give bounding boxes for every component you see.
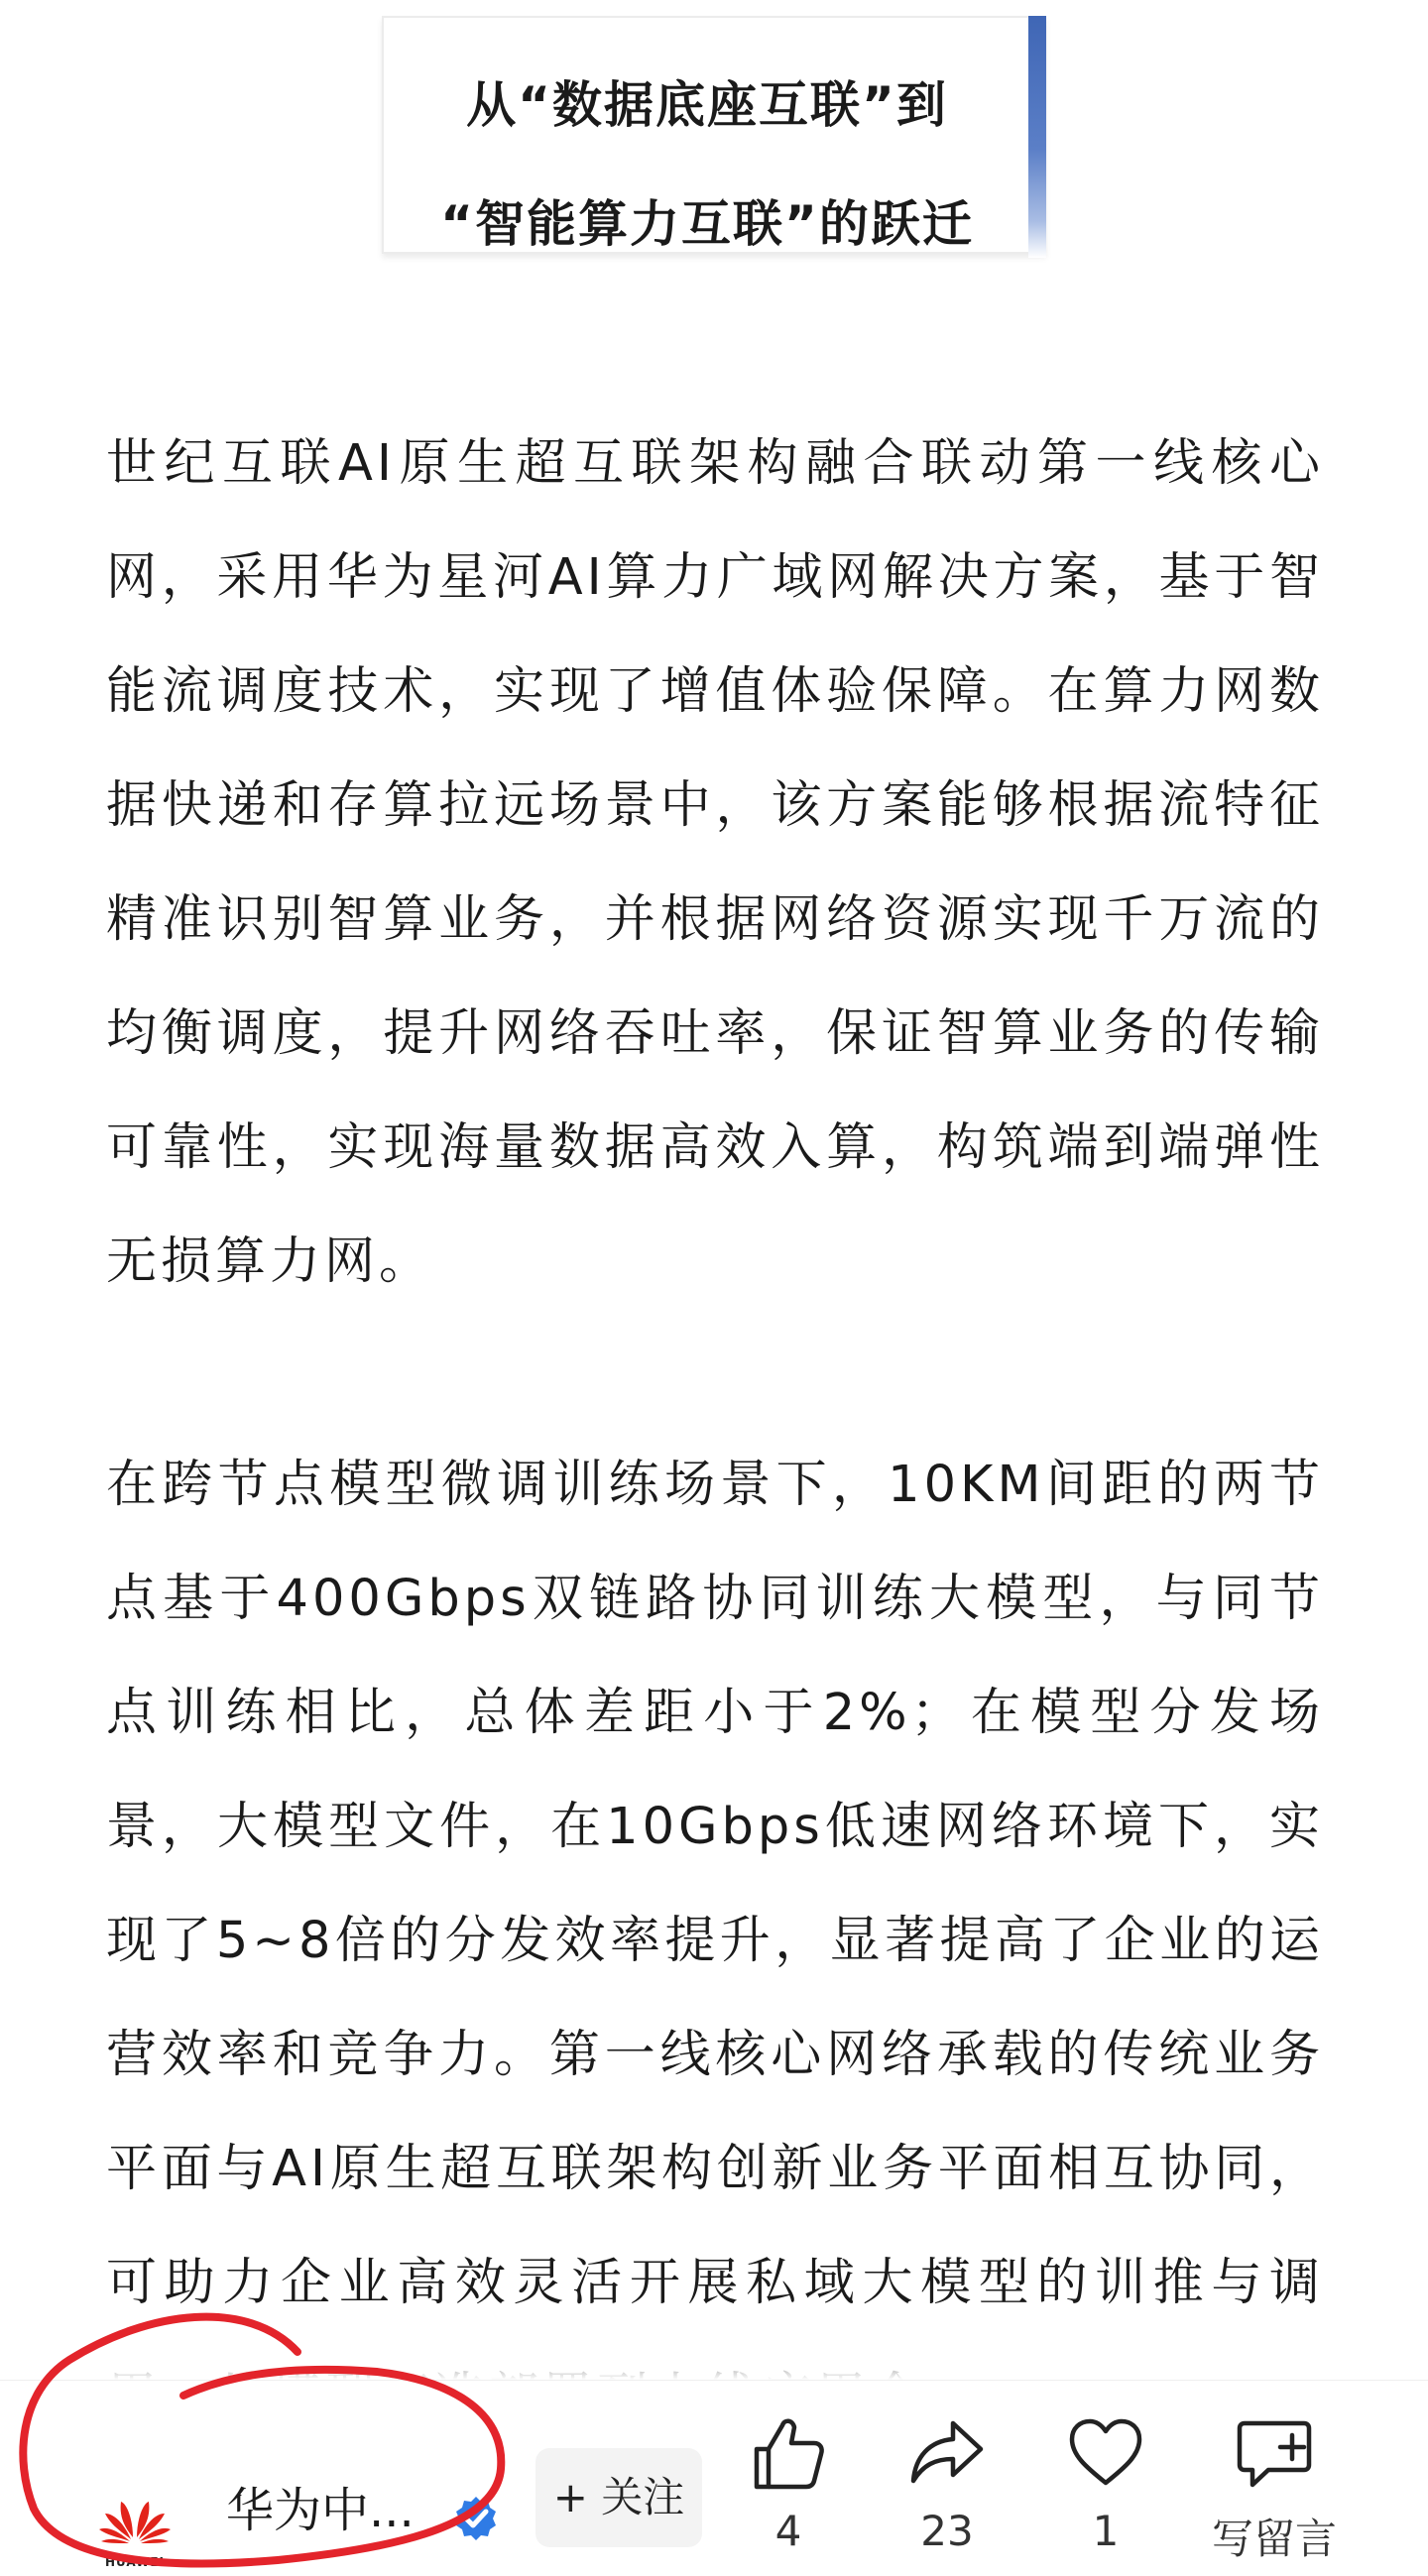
comment-plus-icon: [1235, 2415, 1314, 2493]
share-button[interactable]: [878, 2415, 1016, 2555]
thumbs-up-icon: [749, 2415, 828, 2493]
like-count: 4: [774, 2507, 802, 2555]
section-title-line-1: 从“数据底座互联”到: [466, 76, 948, 134]
follow-button[interactable]: + 关注: [536, 2448, 702, 2547]
favorite-button[interactable]: [1036, 2415, 1175, 2555]
write-comment-button[interactable]: [1200, 2415, 1349, 2566]
share-count: 23: [920, 2507, 974, 2555]
heart-icon: [1066, 2415, 1145, 2493]
section-title-box: [382, 16, 1046, 254]
huawei-logo[interactable]: [95, 2480, 175, 2559]
like-button[interactable]: [719, 2415, 858, 2555]
article-paragraph-1: 世纪互联AI原生超互联架构融合联动第一线核心网，采用华为星河AI算力广域网解决方案，基于智能流调度技术，实现了增值体验保障。在算力网数据快递和存算拉远场景中，该方案能够根据流特征精准识别智算业务，并根据网络资源实现千万流的均衡调度，提升网络吞吐率，保证智算业务的传输可靠性，实现海量数据高效入算，构筑端到端弹性无损算力网。: [106, 434, 1324, 1291]
write-comment-label: 写留言: [1211, 2515, 1337, 2563]
title-accent-bar: [1028, 16, 1046, 258]
bottom-action-bar: [0, 2380, 1428, 2576]
bottom-fade: [0, 2340, 1428, 2380]
section-title-line-2: “智能算力互联”的跃迁: [440, 195, 974, 253]
favorite-count: 1: [1092, 2507, 1120, 2555]
share-arrow-icon: [907, 2415, 987, 2493]
verified-badge-icon: [451, 2494, 501, 2543]
huawei-logo-text: HUAWEI: [104, 2555, 166, 2569]
article-paragraph-2: 在跨节点模型微调训练场景下，10KM间距的两节点基于400Gbps双链路协同训练大模型，与同节点训练相比，总体差距小于2%；在模型分发场景，大模型文件，在10Gbps低速网络环境下，实现了5~8倍的分发效率提升，显著提高了企业的运营效率和竞争力。第一线核心网络承载的传统业务平面与AI原生超互联架构创新业务平面相互协同，可助力企业高效灵活开展私域大模型的训推与调: [106, 1456, 1324, 2312]
author-name[interactable]: 华为中...: [226, 2483, 415, 2538]
